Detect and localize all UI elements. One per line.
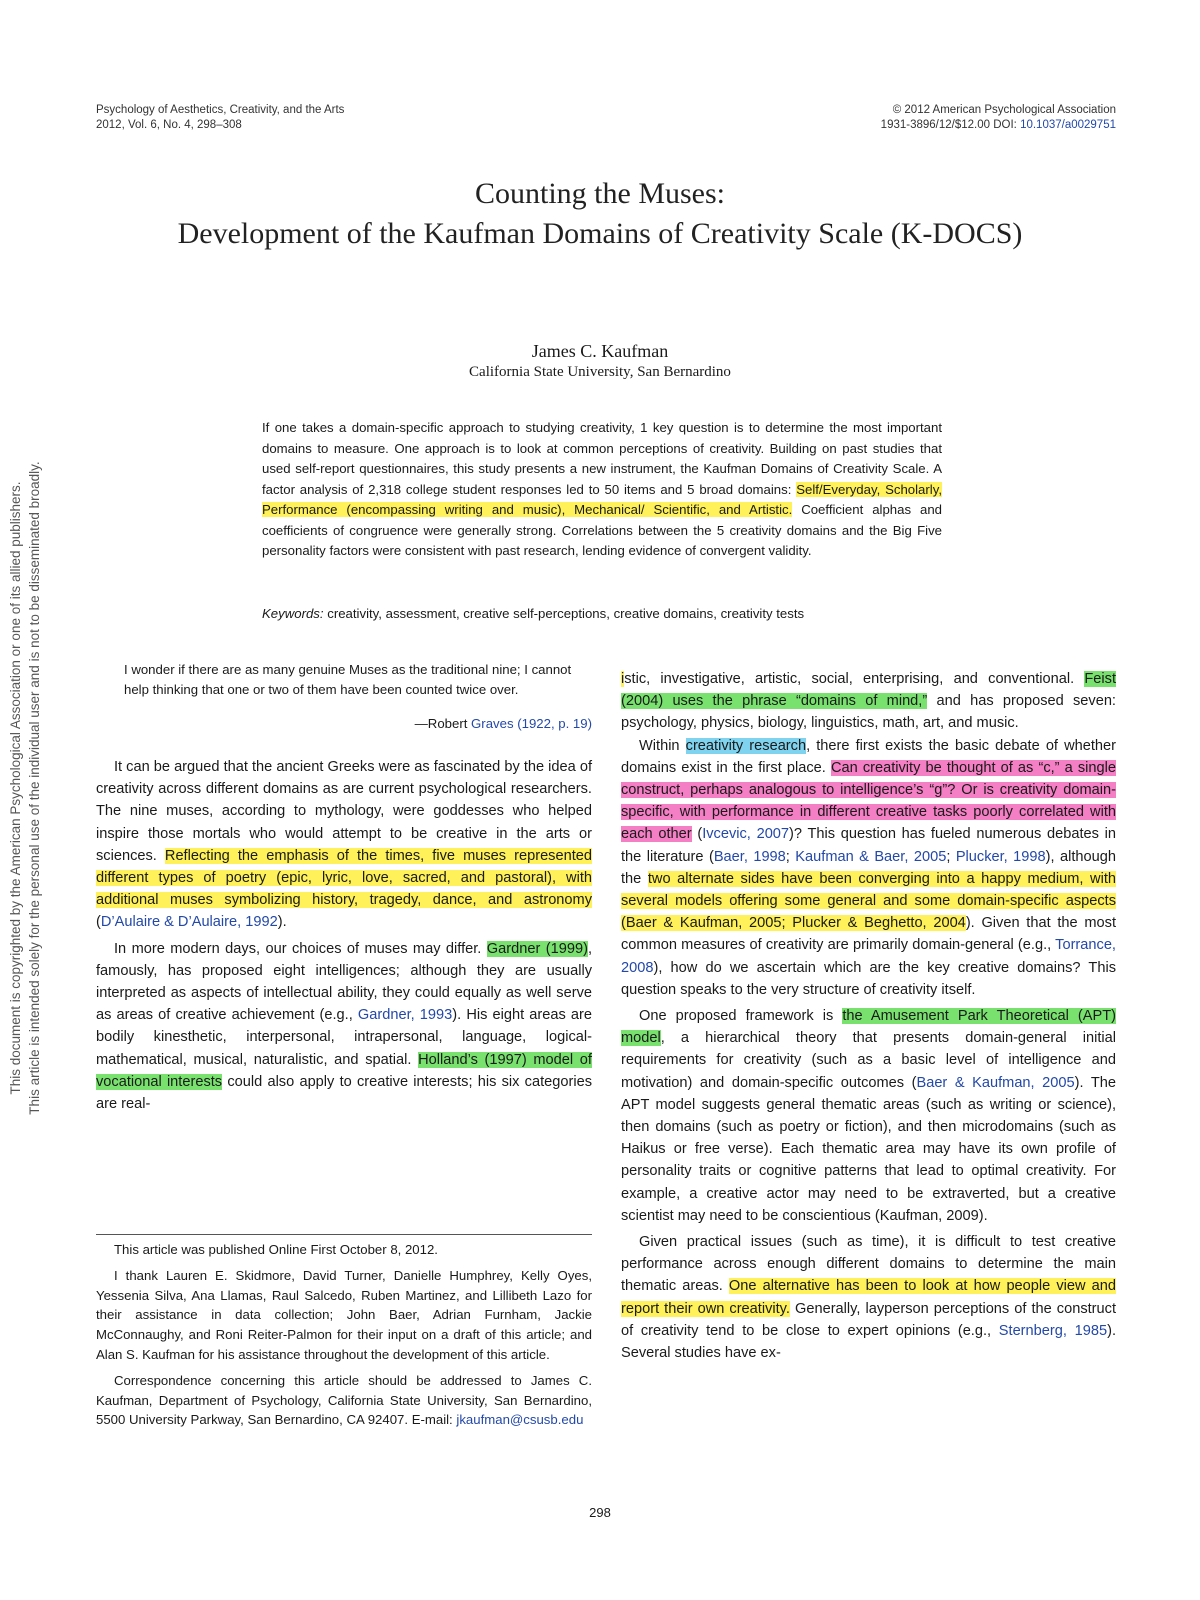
citation-link[interactable]: Torrance, 2008: [621, 937, 1116, 976]
text: )? This question has fueled numerous debates in the literature (: [621, 826, 1116, 865]
citation-link[interactable]: Baer, 1998: [713, 848, 786, 865]
abstract-text-2: Coefficient alphas and coefficients of congruence were generally strong. Correlations between the 5 creativity domains and the Big Five personality factors were consistent with past research, lending evidence of convergent validity.: [262, 502, 942, 558]
highlight-green: Feist (2004) uses the phrase “domains of mind,”: [621, 671, 1116, 710]
epigraph-quote: I wonder if there are as many genuine Muses as the traditional nine; I cannot help thinking that one or two of them have been counted twice over.: [124, 662, 572, 697]
keywords-label: Keywords:: [262, 606, 324, 621]
text: ). Several studies have ex-: [621, 1322, 1116, 1362]
highlight-pink: Can creativity be thought of as “c,” a single construct, perhaps analogous to intelligence’s “g”? Or is creativity domain-specific, with performance in different creative tasks poorly correlated with each other: [621, 759, 1116, 843]
epigraph-attribution: [96, 714, 592, 734]
issn-doi: [881, 118, 1116, 133]
copyright-text: © 2012 American Psychological Association: [892, 104, 1116, 116]
text: ;: [785, 848, 796, 865]
citation-link[interactable]: Baer & Kaufman, 2005: [916, 1074, 1075, 1091]
text: ), how do we ascertain which are the key creative domains? This question speaks to the very structure of creativity itself.: [621, 959, 1116, 998]
text: It can be argued that the ancient Greeks were as fascinated by the idea of creativity across different domains as are current psychological researchers. The nine muses, according to mythology, were goddesses who helped inspire those mortals who would attempt to be creative in the arts or sciences.: [96, 759, 592, 864]
citation-link[interactable]: Kaufman & Baer, 2005: [795, 848, 947, 865]
title-line-2: Development of the Kaufman Domains of Creativity Scale (K-DOCS): [177, 217, 1023, 250]
highlight-yellow: i: [621, 671, 625, 687]
left-paragraph-2: [96, 938, 592, 1116]
text: ).: [277, 914, 287, 931]
text: and has proposed seven: psychology, physics, biology, linguistics, math, art, and music.: [621, 693, 1116, 732]
text: ). Given that the most common measures of creativity are primarily domain-general (e.g.,: [621, 915, 1116, 954]
journal-name: Psychology of Aesthetics, Creativity, and the Arts: [96, 104, 345, 116]
email-link[interactable]: jkaufman@csusb.edu: [456, 1412, 584, 1428]
author-name: James C. Kaufman: [531, 341, 669, 361]
correspondence-text: Correspondence concerning this article should be addressed to James C. Kaufman, Department of Psychology, California State University, San Bernardino, 5500 University Parkway, San Bernardino, CA 92407. E-mail:: [96, 1372, 592, 1428]
citation-link[interactable]: Sternberg, 1985: [998, 1322, 1108, 1339]
text: (: [691, 826, 703, 843]
left-column: [96, 660, 592, 1115]
text: could also apply to creative interests; his six categories are real-: [96, 1073, 592, 1113]
copyright-header: [881, 103, 1116, 133]
keywords-text: creativity, assessment, creative self-perceptions, creative domains, creativity tests: [323, 606, 805, 621]
footnote-published: This article was published Online First October 8, 2012.: [114, 1242, 438, 1257]
text: One proposed framework is: [639, 1008, 843, 1025]
right-paragraph-3: [621, 1231, 1116, 1364]
text: (: [96, 914, 101, 931]
text: Generally, layperson perceptions of the construct of creativity tend to be close to expert opinions (e.g.,: [621, 1300, 1116, 1339]
highlight-yellow: One alternative has been to look at how people view and report their own creativity.: [621, 1278, 1116, 1317]
right-column: [621, 668, 1116, 1364]
text: Within: [639, 737, 686, 754]
left-paragraph-1: [96, 756, 592, 934]
highlight-green: Gardner (1999): [486, 940, 588, 957]
abstract-highlight: Self/Everyday, Scholarly, Performance (encompassing writing and music), Mechanical/ Scientific, and Artistic.: [262, 481, 942, 517]
epigraph-attr-prefix: —Robert: [414, 716, 472, 731]
highlight-green: Holland’s (1997) model of vocational interests: [96, 1051, 592, 1090]
article-title: [0, 174, 1200, 254]
text: , famously, has proposed eight intelligences; although they are usually interpreted as aspects of intellectual ability, they could equally as well serve as areas of creative achievement (e.g.,: [96, 940, 592, 1024]
text: ). The APT model suggests general thematic areas (such as writing or science), then domains (such as poetry or fiction), and then microdomains (such as Haikus or free verse). Each thematic area may have its own profile of personality traits or cognitive patterns that lead to optimal creativity. For example, a creative actor may need to be extraverted, but a creative scientist may need to be conscientious (Kaufman, 2009).: [621, 1074, 1116, 1224]
doi-link[interactable]: 10.1037/a0029751: [1020, 119, 1116, 131]
keywords: [262, 604, 942, 624]
text: ). His eight areas are bodily kinesthetic, interpersonal, intrapersonal, language, logical-mathematical, musical, naturalistic, and spatial.: [96, 1007, 592, 1068]
issn-text: 1931-3896/12/$12.00 DOI:: [880, 119, 1021, 131]
right-paragraph-1: [621, 735, 1116, 1001]
text: , a hierarchical theory that presents domain-general initial requirements for creativity (such as a basic level of intelligence and motivation) and domain-specific outcomes (: [621, 1030, 1116, 1091]
title-line-1: Counting the Muses:: [474, 177, 725, 210]
journal-header: [96, 103, 344, 133]
author-affiliation: California State University, San Bernardino: [469, 364, 731, 380]
journal-issue: 2012, Vol. 6, No. 4, 298–308: [96, 119, 242, 131]
footnote-acknowledgments: I thank Lauren E. Skidmore, David Turner, Danielle Humphrey, Kelly Oyes, Yessenia Silva, Ana Llamas, Raul Salcedo, Ruben Martinez, and Lillibeth Lazo for their assistance in data collection; John Baer, Adrian Furnham, Jackie McConnaughy, and Roni Reiter-Palmon for their input on a draft of this article; and Alan S. Kaufman for his assistance throughout the development of this article.: [96, 1267, 592, 1362]
footnotes: [96, 1240, 592, 1436]
epigraph-citation-link[interactable]: Graves (1922, p. 19): [471, 716, 592, 731]
sidebar-line-2: This article is intended solely for the personal use of the individual user and is not to be disseminated broadly.: [27, 461, 42, 1115]
text: Given practical issues (such as time), it is difficult to test creative performance across enough different domains to determine the main thematic areas.: [621, 1234, 1116, 1295]
highlight-yellow: Reflecting the emphasis of the times, five muses represented different types of poetry (epic, lyric, love, sacred, and pastoral), with additional muses symbolizing history, tragedy, dance, and astronomy: [96, 847, 592, 909]
highlight-yellow: two alternate sides have been converging into a happy medium, with several models offering some general and some domain-specific aspects (Baer & Kaufman, 2005; Plucker & Beghetto, 2004: [621, 870, 1117, 932]
citation-link[interactable]: Gardner, 1993: [357, 1007, 453, 1024]
abstract-text-1: If one takes a domain-specific approach to studying creativity, 1 key question is to determine the most important domains to measure. One approach is to look at common perceptions of creativity. Building on past studies that used self-report questionnaires, this study presents a new instrument, the Kaufman Domains of Creativity Scale. A factor analysis of 2,318 college student responses led to 50 items and 5 broad domains:: [262, 420, 942, 497]
abstract: [262, 418, 942, 562]
highlight-blue: creativity research: [685, 737, 807, 754]
right-paragraph-0: [621, 668, 1116, 735]
footnote-correspondence: [96, 1371, 592, 1430]
highlight-green: the Amusement Park Theoretical (APT) model: [621, 1008, 1116, 1047]
citation-link[interactable]: Plucker, 1998: [955, 848, 1046, 865]
text: In more modern days, our choices of muses may differ.: [114, 940, 487, 957]
text: , there first exists the basic debate of whether domains exist in the first place.: [621, 737, 1116, 776]
sidebar-line-1: This document is copyrighted by the American Psychological Association or one of its allied publishers.: [8, 481, 23, 1095]
text: ;: [946, 848, 956, 865]
footnote-divider: [96, 1234, 592, 1235]
page-number: 298: [589, 1505, 611, 1520]
citation-link[interactable]: D’Aulaire & D’Aulaire, 1992: [100, 914, 278, 931]
right-paragraph-2: [621, 1005, 1116, 1227]
citation-link[interactable]: Ivcevic, 2007: [702, 826, 790, 843]
text: ), although the: [621, 848, 1116, 887]
text: stic, investigative, artistic, social, enterprising, and conventional.: [624, 671, 1085, 687]
